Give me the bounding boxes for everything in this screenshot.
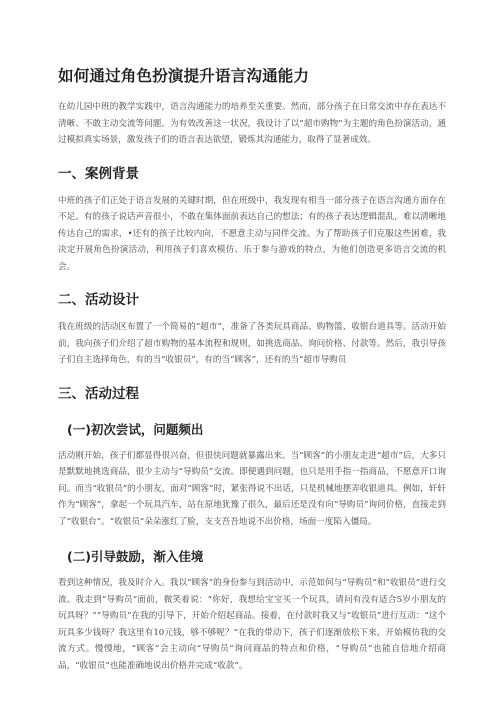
subsection-heading-guidance: (二)引导鼓励，渐入佳境 xyxy=(67,549,204,564)
document-title: 如何通过角色扮演提升语言沟通能力 xyxy=(58,67,310,85)
subsection-heading-first-try: (一)初次尝试，问题频出 xyxy=(67,421,204,437)
document-page xyxy=(58,66,446,674)
background-paragraph: 中班的孩子们正处于语言发展的关键时期，但在班级中，我发现有相当一部分孩子在语言沟通方面存在不足。有的孩子说话声音很小，不敢在集体面前表达自己的想法；有的孩子表达逻辑混乱，难以清晰地传达自己的需求，•还有的孩子比较内向，不愿意主动与同伴交流。为了帮助孩子们克服这些困难，我决定开展角色扮演活动，利用孩子们喜欢模仿、乐于参与游戏的特点，为他们创造更多语言交流的机会。 xyxy=(58,195,446,272)
intro-paragraph: 在幼儿园中班的教学实践中，语言沟通能力的培养至关重要。然而，部分孩子在日常交流中存在表达不清晰、不敢主动交流等问题。为有效改善这一状况，我设计了以“超市购物”为主题的角色扮演活动，通过模拟真实场景，激发孩子们的语言表达欲望，锻炼其沟通能力，取得了显著成效。 xyxy=(58,102,446,145)
guidance-paragraph: 看到这种情况，我及时介入。我以“顾客”的身份参与到活动中，示范如何与“导购员”和“收银员”进行交流。我走到“导购员”面前，微笑着说：“你好，我想给宝宝买一个玩具，请问有没有适合5岁小朋友的玩具呀？”“导购员”在我的引导下，开始介绍起商品。接着，在付款时我又与“收银员”进行互动：“这个玩具多少钱呀？我这里有10元钱，够不够呢？”在我的带动下，孩子们逐渐放松下来，开始模仿我的交流方式。慢慢地，“顾客”会主动向“导购员”询问商品的特点和价格，“导购员”也能自信地介绍商品，“收银员”也能准确地说出价格并完成“收款”。 xyxy=(58,578,446,671)
first-try-paragraph: 活动刚开始，孩子们都显得很兴奋，但很快问题就暴露出来。当“顾客”的小朋友走进“超市”后，大多只是默默地挑选商品，很少主动与“导购员”交流。即便遇到问题，也只是用手指一指商品，不愿意开口询问。而当“收银员”的小朋友，面对“顾客”时，紧张得说不出话，只是机械地摆弄收银道具。例如，轩轩作为“顾客”，拿起一个玩具汽车，站在原地犹豫了很久，最后还是没有向“导购员”询问价格，直接走到了“收银台”。“收银员”朵朵涨红了脸，支支吾吾地说不出价格，场面一度陷入僵局。 xyxy=(58,450,446,527)
section-heading-process: 三、活动过程 xyxy=(58,385,139,402)
section-heading-design: 二、活动设计 xyxy=(58,292,139,308)
section-heading-background: 一、案例背景 xyxy=(58,165,139,182)
design-paragraph: 我在班级的活动区布置了一个简易的“超市”，准备了各类玩具商品、购物篮、收银台道具等。活动开始前，我向孩子们介绍了超市购物的基本流程和规则，如挑选商品、询问价格、付款等。然后，我引导孩子们自主选择角色，有的当“收银员”，有的当“顾客”，还有的当“超市导购员 xyxy=(58,322,446,365)
